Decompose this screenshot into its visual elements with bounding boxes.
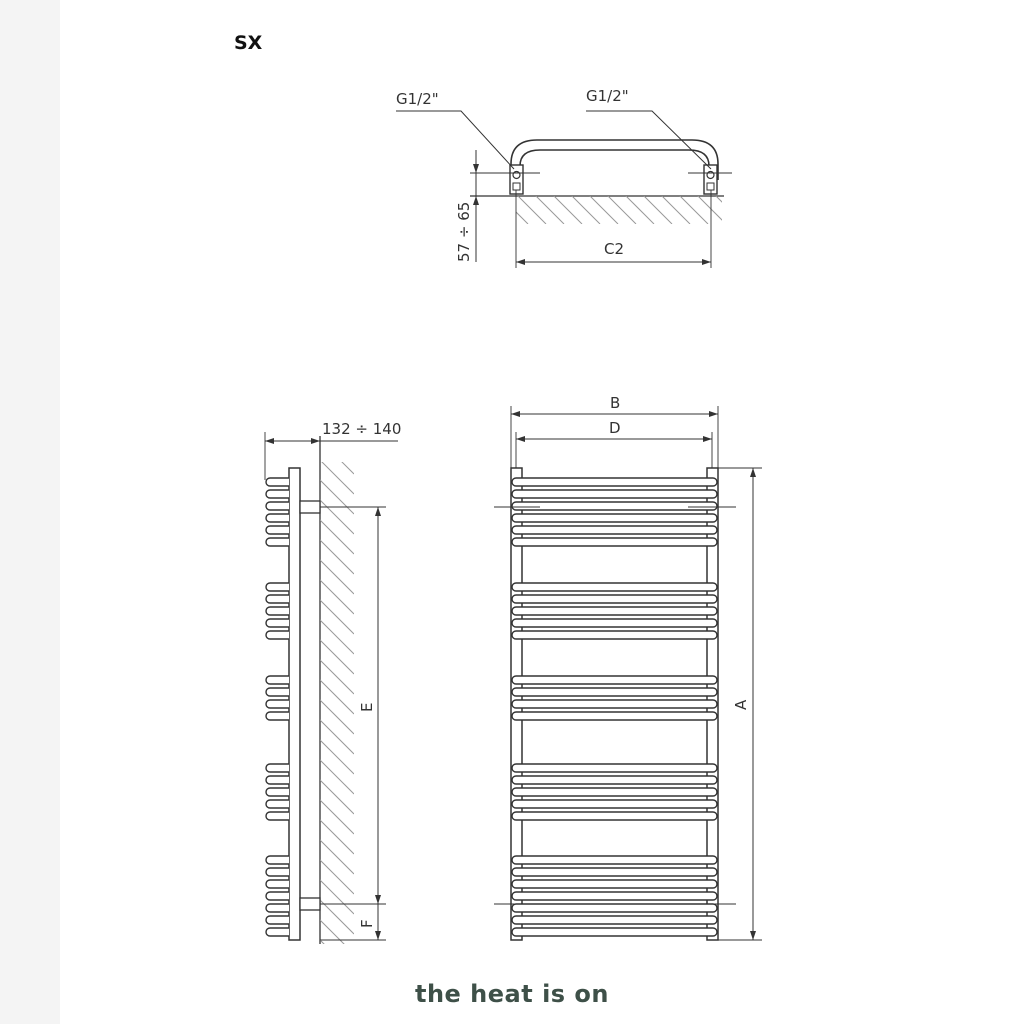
side-tube bbox=[266, 583, 289, 591]
label-thread-left: G1/2" bbox=[396, 90, 439, 108]
front-tube bbox=[512, 700, 717, 708]
label-connection-spacing: C2 bbox=[604, 240, 625, 258]
front-tube bbox=[512, 788, 717, 796]
front-tube bbox=[512, 904, 717, 912]
front-tube bbox=[512, 490, 717, 498]
side-tube-group bbox=[266, 478, 289, 936]
side-tube bbox=[266, 607, 289, 615]
side-tube bbox=[266, 856, 289, 864]
rail-tube-inner bbox=[520, 150, 709, 180]
front-tube bbox=[512, 595, 717, 603]
wall-hatching-side bbox=[320, 440, 354, 974]
front-tube-group bbox=[512, 478, 717, 936]
front-tube bbox=[512, 868, 717, 876]
label-bracket-spacing: E bbox=[358, 702, 376, 712]
front-tube bbox=[512, 928, 717, 936]
side-tube bbox=[266, 700, 289, 708]
side-tube bbox=[266, 538, 289, 546]
top-view bbox=[396, 111, 762, 268]
side-tube bbox=[266, 880, 289, 888]
side-tube bbox=[266, 928, 289, 936]
label-thread-right: G1/2" bbox=[586, 87, 629, 105]
side-tube bbox=[266, 502, 289, 510]
side-tube bbox=[266, 712, 289, 720]
side-tube bbox=[266, 904, 289, 912]
side-tube bbox=[266, 526, 289, 534]
front-tube bbox=[512, 478, 717, 486]
side-tube bbox=[266, 478, 289, 486]
front-tube bbox=[512, 776, 717, 784]
model-label: SX bbox=[234, 32, 263, 54]
side-tube bbox=[266, 764, 289, 772]
label-depth: 132 ÷ 140 bbox=[322, 420, 402, 438]
front-tube bbox=[512, 526, 717, 534]
side-tube bbox=[266, 868, 289, 876]
wall-hatching-top bbox=[500, 196, 762, 224]
front-tube bbox=[512, 812, 717, 820]
front-tube bbox=[512, 892, 717, 900]
side-view bbox=[265, 432, 398, 974]
bracket-top bbox=[300, 501, 320, 513]
front-tube bbox=[512, 688, 717, 696]
side-tube bbox=[266, 514, 289, 522]
front-tube bbox=[512, 712, 717, 720]
label-height: A bbox=[732, 699, 750, 710]
front-view bbox=[494, 406, 762, 940]
front-tube bbox=[512, 916, 717, 924]
side-tube bbox=[266, 916, 289, 924]
side-tube bbox=[266, 595, 289, 603]
front-tube bbox=[512, 631, 717, 639]
label-width-inner: D bbox=[609, 419, 621, 437]
side-tube bbox=[266, 892, 289, 900]
side-tube bbox=[266, 676, 289, 684]
side-tube bbox=[266, 812, 289, 820]
front-tube bbox=[512, 607, 717, 615]
bracket-bottom bbox=[300, 898, 320, 910]
brand-logo: the heat is on bbox=[414, 980, 610, 1008]
side-tube bbox=[266, 800, 289, 808]
front-tube bbox=[512, 880, 717, 888]
label-bottom-offset: F bbox=[358, 919, 376, 928]
label-wall-offset-top: 57 ÷ 65 bbox=[455, 201, 473, 262]
side-tube bbox=[266, 788, 289, 796]
side-tube bbox=[266, 619, 289, 627]
front-tube bbox=[512, 538, 717, 546]
side-tube bbox=[266, 490, 289, 498]
side-tube bbox=[266, 688, 289, 696]
front-tube bbox=[512, 856, 717, 864]
label-width-overall: B bbox=[610, 394, 621, 412]
front-tube bbox=[512, 514, 717, 522]
leader-thread-left bbox=[396, 111, 514, 169]
front-tube bbox=[512, 583, 717, 591]
front-tube bbox=[512, 502, 717, 510]
front-tube bbox=[512, 676, 717, 684]
front-tube bbox=[512, 800, 717, 808]
front-tube bbox=[512, 764, 717, 772]
radiator-column-side bbox=[289, 468, 300, 940]
side-tube bbox=[266, 631, 289, 639]
side-tube bbox=[266, 776, 289, 784]
front-tube bbox=[512, 619, 717, 627]
